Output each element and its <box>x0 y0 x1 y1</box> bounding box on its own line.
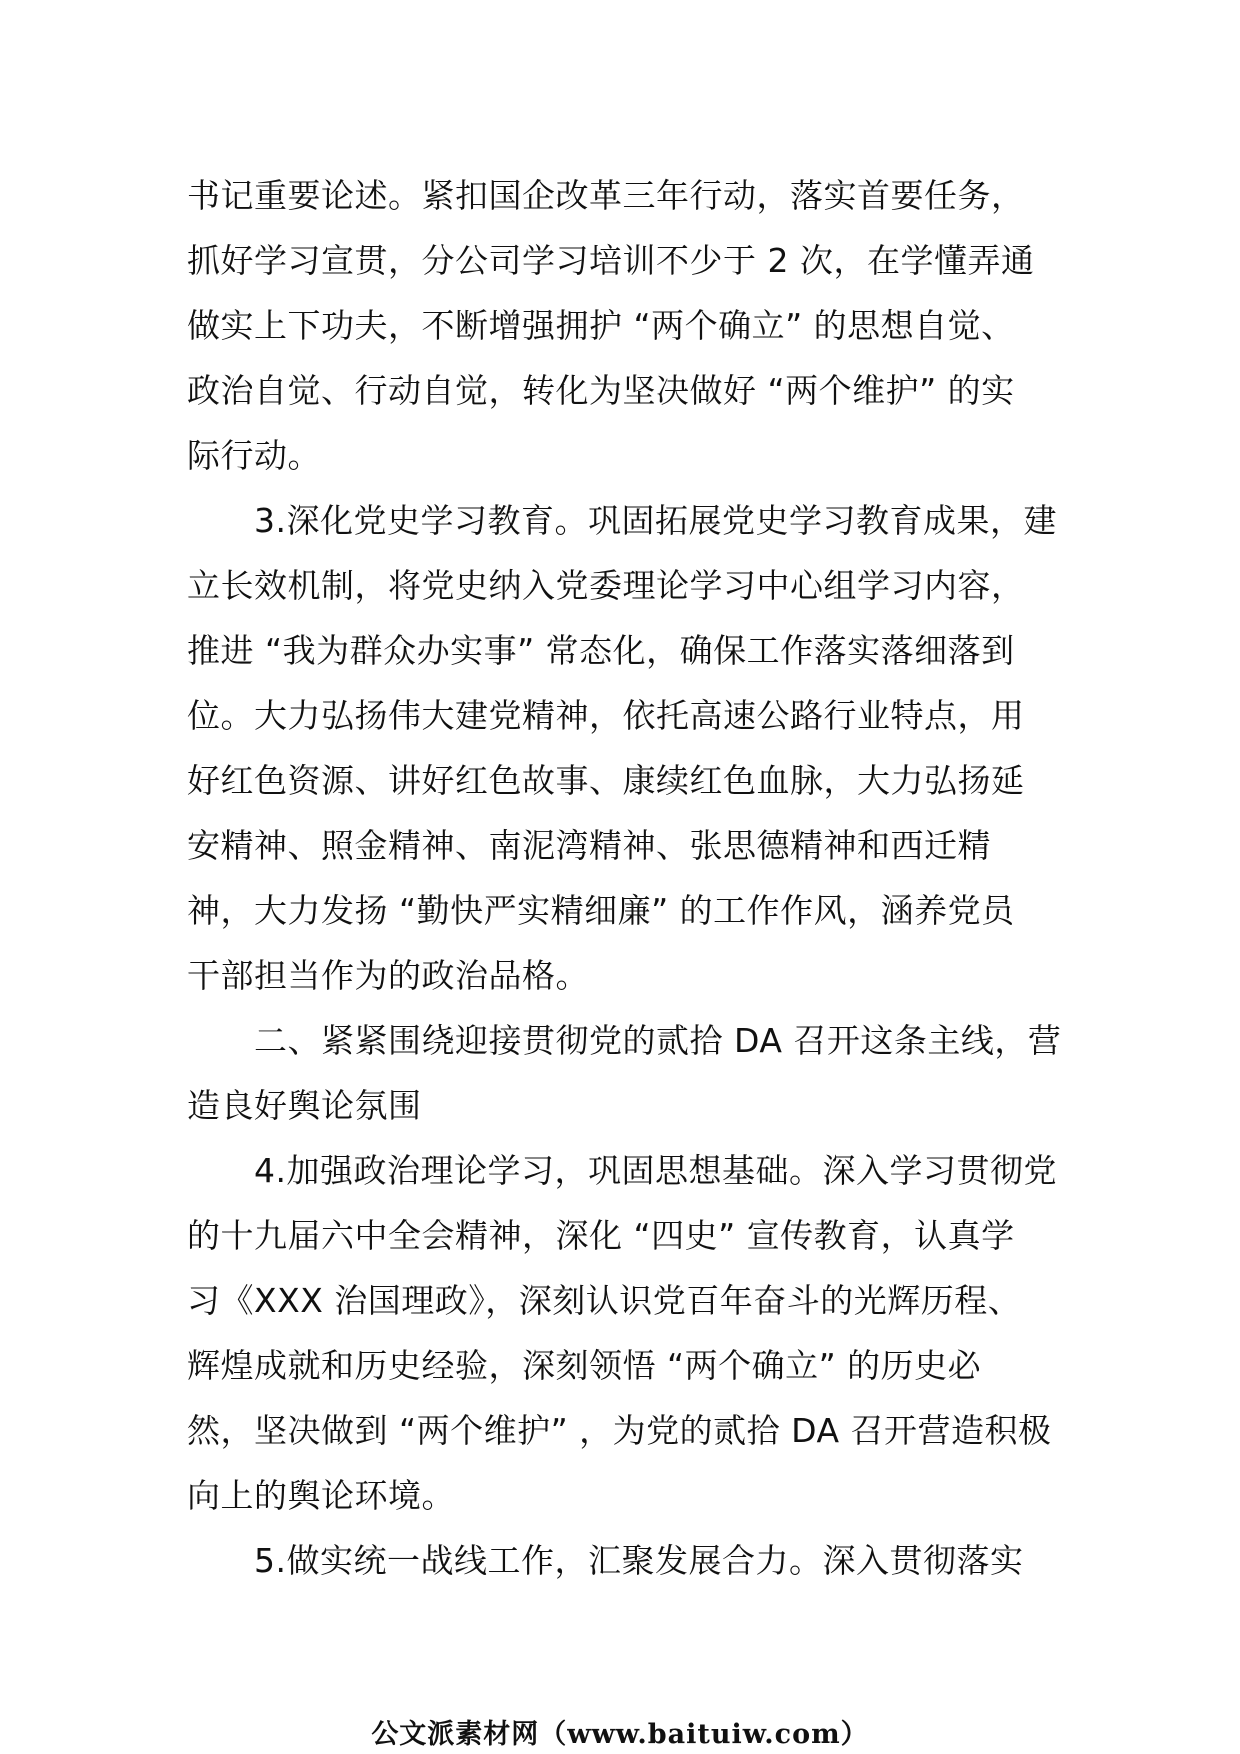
text-line: 3.深化党史学习教育。巩固拓展党史学习教育成果，建 <box>187 501 1057 540</box>
text-line: 的十九届六中全会精神，深化 “四史” 宣传教育，认真学 <box>187 1216 1015 1255</box>
text-line: 立长效机制，将党史纳入党委理论学习中心组学习内容， <box>187 566 1025 605</box>
text-line: 然，坚决做到 “两个维护” ，为党的贰拾 DA 召开营造积极 <box>187 1411 1052 1450</box>
text-line: 神，大力发扬 “勤快严实精细廉” 的工作作风，涵养党员 <box>187 891 1015 930</box>
text-line: 位。大力弘扬伟大建党精神，依托高速公路行业特点，用 <box>187 696 1025 735</box>
text-line: 辉煌成就和历史经验，深刻领悟 “两个确立” 的历史必 <box>187 1346 982 1385</box>
text-line: 安精神、照金精神、南泥湾精神、张思德精神和西迁精 <box>187 826 991 865</box>
text-line: 做实上下功夫，不断增强拥护 “两个确立” 的思想自觉、 <box>187 306 1015 345</box>
text-line: 抓好学习宣贯，分公司学习培训不少于 2 次，在学懂弄通 <box>187 241 1035 280</box>
text-line: 书记重要论述。紧扣国企改革三年行动，落实首要任务， <box>187 176 1025 215</box>
text-line: 际行动。 <box>187 436 321 475</box>
text-line: 向上的舆论环境。 <box>187 1476 455 1515</box>
text-line: 干部担当作为的政治品格。 <box>187 956 589 995</box>
text-line: 推进 “我为群众办实事” 常态化，确保工作落实落细落到 <box>187 631 1015 670</box>
document-body <box>187 163 1062 1593</box>
footer-watermark: 公文派素材网（www.baituiw.com） <box>371 1719 869 1750</box>
text-line: 政治自觉、行动自觉，转化为坚决做好 “两个维护” 的实 <box>187 371 1015 410</box>
section-heading-line: 二、紧紧围绕迎接贯彻党的贰拾 DA 召开这条主线，营 <box>187 1021 1062 1060</box>
section-heading-line: 造良好舆论氛围 <box>187 1086 422 1125</box>
text-line: 4.加强政治理论学习，巩固思想基础。深入学习贯彻党 <box>187 1151 1057 1190</box>
text-line: 习《XXX 治国理政》，深刻认识党百年奋斗的光辉历程、 <box>187 1281 1022 1320</box>
text-line: 好红色资源、讲好红色故事、康续红色血脉，大力弘扬延 <box>187 761 1025 800</box>
text-line: 5.做实统一战线工作，汇聚发展合力。深入贯彻落实 <box>187 1541 1024 1580</box>
